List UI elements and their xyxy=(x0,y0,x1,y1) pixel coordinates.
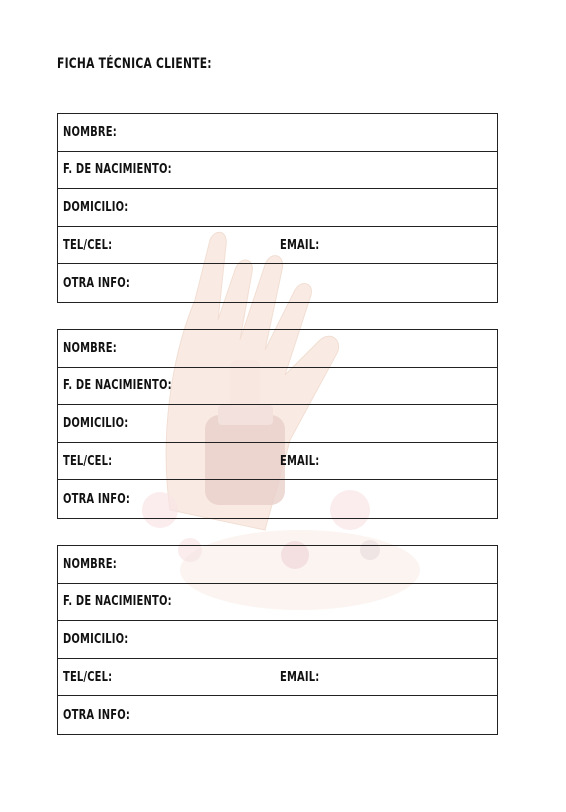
nacimiento-label: F. DE NACIMIENTO: xyxy=(63,378,172,394)
nacimiento-row[interactable] xyxy=(58,152,497,190)
domicilio-label: DOMICILIO: xyxy=(63,631,129,647)
nombre-label: NOMBRE: xyxy=(63,340,117,356)
tel-label: TEL/CEL: xyxy=(63,237,113,253)
nombre-row[interactable] xyxy=(58,330,497,368)
client-card-3 xyxy=(57,545,498,735)
otra-info-label: OTRA INFO: xyxy=(63,275,130,291)
nacimiento-label: F. DE NACIMIENTO: xyxy=(63,594,172,610)
domicilio-label: DOMICILIO: xyxy=(63,199,129,215)
otra-info-row[interactable] xyxy=(58,480,497,518)
otra-info-row[interactable] xyxy=(58,696,497,734)
tel-email-row[interactable] xyxy=(58,659,497,697)
tel-email-row[interactable] xyxy=(58,443,497,481)
email-label: EMAIL: xyxy=(280,669,320,685)
tel-label: TEL/CEL: xyxy=(63,669,113,685)
otra-info-label: OTRA INFO: xyxy=(63,707,130,723)
otra-info-row[interactable] xyxy=(58,264,497,302)
email-label: EMAIL: xyxy=(280,453,320,469)
client-card-2 xyxy=(57,329,498,519)
email-label: EMAIL: xyxy=(280,237,320,253)
nombre-label: NOMBRE: xyxy=(63,556,117,572)
page-title: FICHA TÉCNICA CLIENTE: xyxy=(57,56,212,72)
domicilio-row[interactable] xyxy=(58,189,497,227)
otra-info-label: OTRA INFO: xyxy=(63,491,130,507)
nombre-row[interactable] xyxy=(58,114,497,152)
tel-label: TEL/CEL: xyxy=(63,453,113,469)
domicilio-row[interactable] xyxy=(58,405,497,443)
nacimiento-row[interactable] xyxy=(58,368,497,406)
domicilio-label: DOMICILIO: xyxy=(63,415,129,431)
nacimiento-label: F. DE NACIMIENTO: xyxy=(63,162,172,178)
client-card-1 xyxy=(57,113,498,303)
tel-email-row[interactable] xyxy=(58,227,497,265)
nombre-row[interactable] xyxy=(58,546,497,584)
nacimiento-row[interactable] xyxy=(58,584,497,622)
nombre-label: NOMBRE: xyxy=(63,124,117,140)
domicilio-row[interactable] xyxy=(58,621,497,659)
